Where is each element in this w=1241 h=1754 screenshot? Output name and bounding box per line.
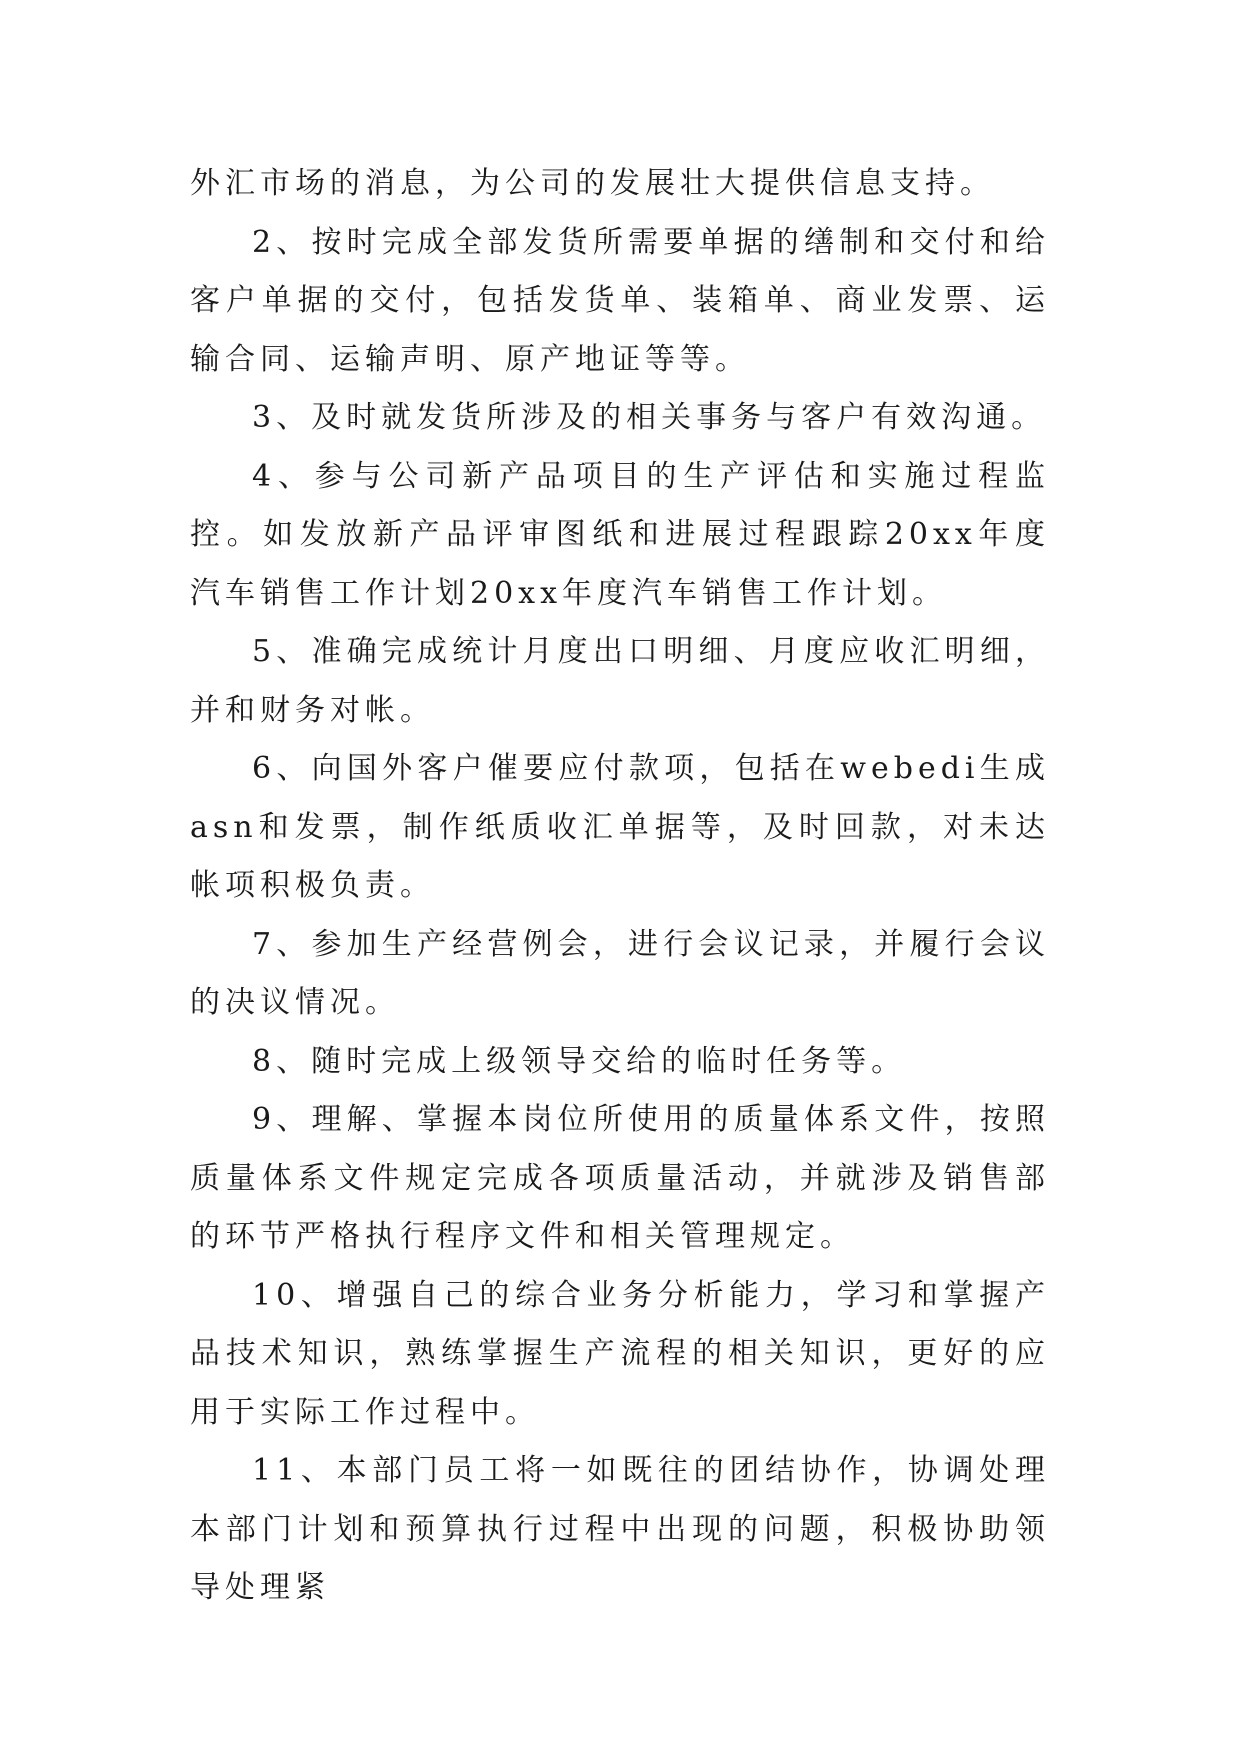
paragraph-item-7: 7、参加生产经营例会，进行会议记录，并履行会议的决议情况。 (190, 926, 1050, 1020)
paragraph-item-4: 4、参与公司新产品项目的生产评估和实施过程监控。如发放新产品评审图纸和进展过程跟踪20xx年度汽车销售工作计划20xx年度汽车销售工作计划。 (190, 458, 1050, 611)
paragraph-item-2: 2、按时完成全部发货所需要单据的缮制和交付和给客户单据的交付，包括发货单、装箱单、商业发票、运输合同、运输声明、原产地证等等。 (190, 224, 1050, 377)
document-page (190, 155, 1050, 1618)
paragraph-item-11: 11、本部门员工将一如既往的团结协作，协调处理本部门计划和预算执行过程中出现的问题，积极协助领导处理紧 (190, 1453, 1050, 1605)
paragraph-item-10: 10、增强自己的综合业务分析能力，学习和掌握产品技术知识，熟练掌握生产流程的相关知识，更好的应用于实际工作过程中。 (190, 1277, 1050, 1430)
paragraph-item-3: 3、及时就发货所涉及的相关事务与客户有效沟通。 (252, 400, 1047, 435)
paragraph-item-6: 6、向国外客户催要应付款项，包括在webedi生成asn和发票，制作纸质收汇单据等，及时回款，对未达帐项积极负责。 (190, 751, 1050, 903)
paragraph-continuation: 外汇市场的消息，为公司的发展壮大提供信息支持。 (190, 166, 995, 201)
paragraph-item-9: 9、理解、掌握本岗位所使用的质量体系文件，按照质量体系文件规定完成各项质量活动，并就涉及销售部的环节严格执行程序文件和相关管理规定。 (190, 1102, 1050, 1254)
paragraph-item-8: 8、随时完成上级领导交给的临时任务等。 (252, 1043, 907, 1079)
paragraph-item-5: 5、准确完成统计月度出口明细、月度应收汇明细，并和财务对帐。 (190, 634, 1050, 728)
